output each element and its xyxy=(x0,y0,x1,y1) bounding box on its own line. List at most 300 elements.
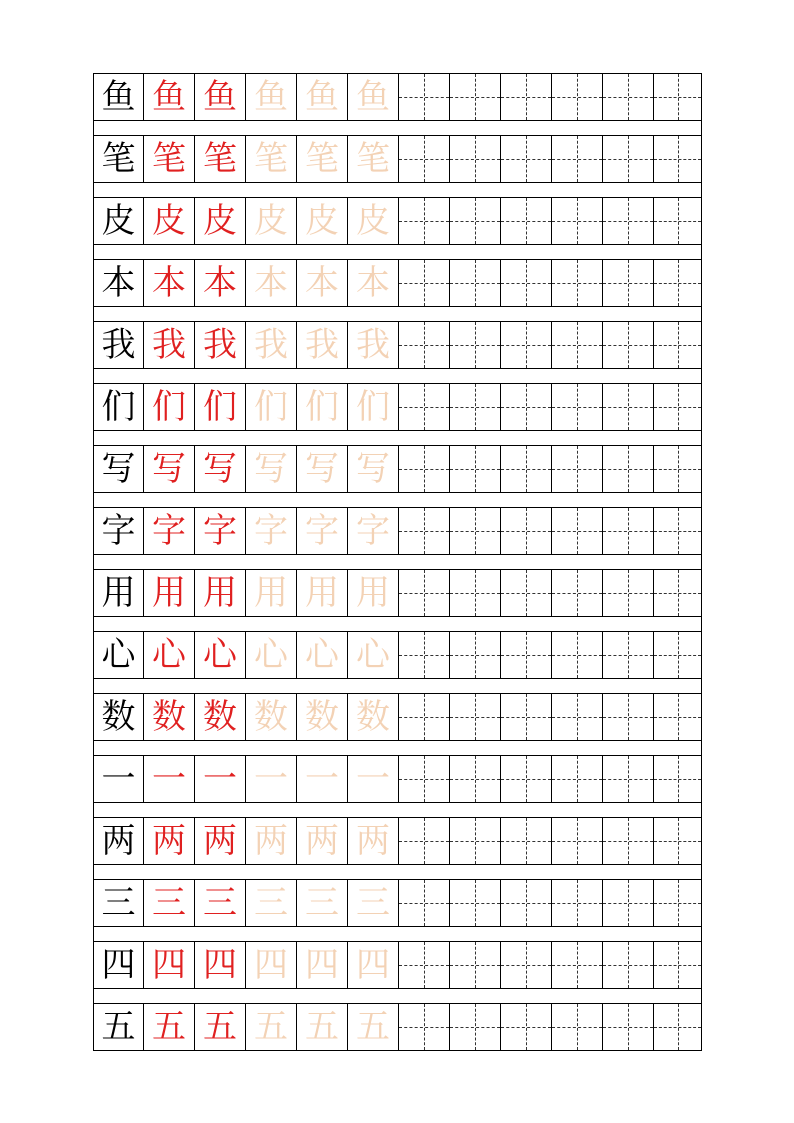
tracing-character-cell xyxy=(296,73,347,121)
empty-writing-cell[interactable] xyxy=(398,321,449,369)
red-character: 我 xyxy=(203,325,237,365)
horizontal-guide-line xyxy=(501,965,551,966)
empty-writing-cell[interactable] xyxy=(551,631,602,679)
tracing-character: 本 xyxy=(305,263,339,303)
practice-row xyxy=(93,259,702,307)
model-character-cell xyxy=(93,321,143,369)
empty-writing-cell[interactable] xyxy=(602,693,653,741)
horizontal-guide-line xyxy=(552,221,602,222)
horizontal-guide-line xyxy=(603,965,653,966)
empty-writing-cell[interactable] xyxy=(449,879,500,927)
empty-writing-cell[interactable] xyxy=(653,507,702,555)
tracing-character-cell xyxy=(245,879,296,927)
tracing-character-cell xyxy=(347,693,398,741)
empty-writing-cell[interactable] xyxy=(551,817,602,865)
empty-writing-cell[interactable] xyxy=(398,197,449,245)
horizontal-guide-line xyxy=(450,841,500,842)
horizontal-guide-line xyxy=(654,841,701,842)
tracing-character-cell xyxy=(347,879,398,927)
red-character-cell xyxy=(194,259,245,307)
horizontal-guide-line xyxy=(399,717,449,718)
tracing-character-cell xyxy=(296,693,347,741)
tracing-character-cell xyxy=(296,507,347,555)
row-gap xyxy=(93,245,702,259)
model-character: 鱼 xyxy=(101,77,136,117)
tracing-character: 皮 xyxy=(254,201,288,241)
model-character-cell xyxy=(93,755,143,803)
tracing-character: 用 xyxy=(356,573,390,613)
horizontal-guide-line xyxy=(603,345,653,346)
empty-writing-cell[interactable] xyxy=(398,445,449,493)
tracing-character-cell xyxy=(296,321,347,369)
empty-writing-cell[interactable] xyxy=(500,321,551,369)
tracing-character: 两 xyxy=(254,821,288,861)
red-character-cell xyxy=(143,1003,194,1051)
empty-writing-cell[interactable] xyxy=(602,941,653,989)
tracing-character: 三 xyxy=(254,883,288,923)
empty-writing-cell[interactable] xyxy=(449,631,500,679)
tracing-character: 四 xyxy=(254,945,288,985)
empty-writing-cell[interactable] xyxy=(398,1003,449,1051)
horizontal-guide-line xyxy=(501,469,551,470)
red-character-cell xyxy=(194,507,245,555)
horizontal-guide-line xyxy=(654,345,701,346)
tracing-character: 三 xyxy=(356,883,390,923)
tracing-character-cell xyxy=(296,445,347,493)
horizontal-guide-line xyxy=(450,593,500,594)
empty-writing-cell[interactable] xyxy=(449,321,500,369)
empty-writing-cell[interactable] xyxy=(449,135,500,183)
empty-writing-cell[interactable] xyxy=(602,197,653,245)
tracing-character-cell xyxy=(245,507,296,555)
row-gap xyxy=(93,865,702,879)
horizontal-guide-line xyxy=(552,97,602,98)
empty-writing-cell[interactable] xyxy=(653,941,702,989)
tracing-character: 字 xyxy=(305,511,339,551)
tracing-character: 五 xyxy=(356,1007,390,1047)
tracing-character-cell xyxy=(245,73,296,121)
horizontal-guide-line xyxy=(654,531,701,532)
tracing-character: 我 xyxy=(305,325,339,365)
empty-writing-cell[interactable] xyxy=(551,1003,602,1051)
tracing-character-cell xyxy=(347,507,398,555)
tracing-character-cell xyxy=(245,817,296,865)
horizontal-guide-line xyxy=(501,779,551,780)
practice-row xyxy=(93,631,702,679)
tracing-character: 三 xyxy=(305,883,339,923)
empty-writing-cell[interactable] xyxy=(398,383,449,431)
practice-grid xyxy=(93,73,702,1051)
horizontal-guide-line xyxy=(501,655,551,656)
empty-writing-cell[interactable] xyxy=(500,569,551,617)
model-character: 一 xyxy=(101,759,136,799)
empty-writing-cell[interactable] xyxy=(653,445,702,493)
horizontal-guide-line xyxy=(450,965,500,966)
empty-writing-cell[interactable] xyxy=(653,1003,702,1051)
practice-row xyxy=(93,755,702,803)
empty-writing-cell[interactable] xyxy=(398,73,449,121)
practice-row xyxy=(93,879,702,927)
horizontal-guide-line xyxy=(552,469,602,470)
empty-writing-cell[interactable] xyxy=(551,507,602,555)
horizontal-guide-line xyxy=(552,593,602,594)
tracing-character-cell xyxy=(296,631,347,679)
model-character-cell xyxy=(93,941,143,989)
empty-writing-cell[interactable] xyxy=(398,693,449,741)
empty-writing-cell[interactable] xyxy=(551,321,602,369)
tracing-character: 五 xyxy=(254,1007,288,1047)
tracing-character-cell xyxy=(245,197,296,245)
horizontal-guide-line xyxy=(552,531,602,532)
empty-writing-cell[interactable] xyxy=(551,693,602,741)
red-character: 四 xyxy=(152,945,186,985)
empty-writing-cell[interactable] xyxy=(500,817,551,865)
red-character-cell xyxy=(194,321,245,369)
empty-writing-cell[interactable] xyxy=(500,941,551,989)
red-character-cell xyxy=(143,631,194,679)
empty-writing-cell[interactable] xyxy=(398,135,449,183)
tracing-character-cell xyxy=(245,693,296,741)
empty-writing-cell[interactable] xyxy=(500,445,551,493)
empty-writing-cell[interactable] xyxy=(500,383,551,431)
empty-writing-cell[interactable] xyxy=(500,73,551,121)
horizontal-guide-line xyxy=(450,221,500,222)
model-character-cell xyxy=(93,817,143,865)
model-character-cell xyxy=(93,507,143,555)
empty-writing-cell[interactable] xyxy=(551,135,602,183)
practice-row xyxy=(93,941,702,989)
empty-writing-cell[interactable] xyxy=(449,259,500,307)
tracing-character-cell xyxy=(296,1003,347,1051)
tracing-character-cell xyxy=(347,569,398,617)
tracing-character: 写 xyxy=(356,449,390,489)
horizontal-guide-line xyxy=(399,283,449,284)
empty-writing-cell[interactable] xyxy=(602,135,653,183)
red-character: 心 xyxy=(203,635,237,675)
tracing-character-cell xyxy=(245,941,296,989)
empty-writing-cell[interactable] xyxy=(449,197,500,245)
model-character: 数 xyxy=(101,697,136,737)
empty-writing-cell[interactable] xyxy=(653,879,702,927)
tracing-character: 一 xyxy=(305,759,339,799)
horizontal-guide-line xyxy=(603,593,653,594)
empty-writing-cell[interactable] xyxy=(602,569,653,617)
tracing-character-cell xyxy=(245,383,296,431)
horizontal-guide-line xyxy=(501,283,551,284)
horizontal-guide-line xyxy=(552,407,602,408)
horizontal-guide-line xyxy=(501,1027,551,1028)
tracing-character-cell xyxy=(245,445,296,493)
horizontal-guide-line xyxy=(450,903,500,904)
horizontal-guide-line xyxy=(501,159,551,160)
horizontal-guide-line xyxy=(450,159,500,160)
horizontal-guide-line xyxy=(654,469,701,470)
empty-writing-cell[interactable] xyxy=(449,383,500,431)
horizontal-guide-line xyxy=(603,283,653,284)
empty-writing-cell[interactable] xyxy=(449,445,500,493)
model-character-cell xyxy=(93,259,143,307)
empty-writing-cell[interactable] xyxy=(398,507,449,555)
horizontal-guide-line xyxy=(552,717,602,718)
empty-writing-cell[interactable] xyxy=(653,569,702,617)
red-character: 我 xyxy=(152,325,186,365)
red-character: 皮 xyxy=(152,201,186,241)
tracing-character: 本 xyxy=(356,263,390,303)
red-character: 皮 xyxy=(203,201,237,241)
horizontal-guide-line xyxy=(603,469,653,470)
empty-writing-cell[interactable] xyxy=(449,507,500,555)
horizontal-guide-line xyxy=(501,345,551,346)
horizontal-guide-line xyxy=(552,283,602,284)
row-gap xyxy=(93,493,702,507)
horizontal-guide-line xyxy=(450,1027,500,1028)
tracing-character-cell xyxy=(347,383,398,431)
tracing-character-cell xyxy=(347,197,398,245)
red-character: 五 xyxy=(152,1007,186,1047)
horizontal-guide-line xyxy=(501,97,551,98)
empty-writing-cell[interactable] xyxy=(398,259,449,307)
tracing-character: 一 xyxy=(356,759,390,799)
red-character: 一 xyxy=(152,759,186,799)
row-gap xyxy=(93,431,702,445)
tracing-character: 四 xyxy=(356,945,390,985)
empty-writing-cell[interactable] xyxy=(653,197,702,245)
empty-writing-cell[interactable] xyxy=(602,507,653,555)
horizontal-guide-line xyxy=(654,903,701,904)
empty-writing-cell[interactable] xyxy=(551,445,602,493)
empty-writing-cell[interactable] xyxy=(551,383,602,431)
row-gap xyxy=(93,617,702,631)
tracing-character: 本 xyxy=(254,263,288,303)
red-character: 本 xyxy=(203,263,237,303)
empty-writing-cell[interactable] xyxy=(500,1003,551,1051)
tracing-character: 数 xyxy=(356,697,390,737)
empty-writing-cell[interactable] xyxy=(653,631,702,679)
horizontal-guide-line xyxy=(399,779,449,780)
empty-writing-cell[interactable] xyxy=(551,755,602,803)
empty-writing-cell[interactable] xyxy=(602,879,653,927)
horizontal-guide-line xyxy=(654,655,701,656)
empty-writing-cell[interactable] xyxy=(551,197,602,245)
red-character-cell xyxy=(143,755,194,803)
red-character-cell xyxy=(194,569,245,617)
tracing-character: 字 xyxy=(254,511,288,551)
empty-writing-cell[interactable] xyxy=(500,507,551,555)
horizontal-guide-line xyxy=(501,221,551,222)
tracing-character: 一 xyxy=(254,759,288,799)
empty-writing-cell[interactable] xyxy=(500,693,551,741)
tracing-character-cell xyxy=(245,321,296,369)
empty-writing-cell[interactable] xyxy=(653,817,702,865)
red-character: 一 xyxy=(203,759,237,799)
empty-writing-cell[interactable] xyxy=(398,755,449,803)
red-character: 们 xyxy=(203,387,237,427)
empty-writing-cell[interactable] xyxy=(653,73,702,121)
model-character-cell xyxy=(93,197,143,245)
red-character-cell xyxy=(194,197,245,245)
model-character-cell xyxy=(93,569,143,617)
tracing-character: 笔 xyxy=(254,139,288,179)
practice-row xyxy=(93,1003,702,1051)
empty-writing-cell[interactable] xyxy=(602,321,653,369)
red-character-cell xyxy=(143,321,194,369)
red-character-cell xyxy=(143,73,194,121)
empty-writing-cell[interactable] xyxy=(602,817,653,865)
row-gap xyxy=(93,741,702,755)
tracing-character: 笔 xyxy=(356,139,390,179)
empty-writing-cell[interactable] xyxy=(602,383,653,431)
tracing-character: 们 xyxy=(254,387,288,427)
empty-writing-cell[interactable] xyxy=(653,135,702,183)
horizontal-guide-line xyxy=(399,159,449,160)
row-gap xyxy=(93,369,702,383)
tracing-character: 们 xyxy=(305,387,339,427)
empty-writing-cell[interactable] xyxy=(449,817,500,865)
horizontal-guide-line xyxy=(603,159,653,160)
empty-writing-cell[interactable] xyxy=(602,73,653,121)
horizontal-guide-line xyxy=(654,159,701,160)
empty-writing-cell[interactable] xyxy=(449,569,500,617)
horizontal-guide-line xyxy=(654,965,701,966)
empty-writing-cell[interactable] xyxy=(398,631,449,679)
red-character: 四 xyxy=(203,945,237,985)
tracing-character: 字 xyxy=(356,511,390,551)
red-character-cell xyxy=(194,383,245,431)
empty-writing-cell[interactable] xyxy=(449,755,500,803)
empty-writing-cell[interactable] xyxy=(602,1003,653,1051)
practice-row xyxy=(93,383,702,431)
horizontal-guide-line xyxy=(399,531,449,532)
empty-writing-cell[interactable] xyxy=(602,755,653,803)
model-character: 四 xyxy=(101,945,136,985)
empty-writing-cell[interactable] xyxy=(500,631,551,679)
red-character-cell xyxy=(194,755,245,803)
empty-writing-cell[interactable] xyxy=(500,755,551,803)
tracing-character-cell xyxy=(347,755,398,803)
tracing-character-cell xyxy=(296,383,347,431)
empty-writing-cell[interactable] xyxy=(551,569,602,617)
tracing-character-cell xyxy=(245,631,296,679)
empty-writing-cell[interactable] xyxy=(398,569,449,617)
empty-writing-cell[interactable] xyxy=(398,941,449,989)
red-character-cell xyxy=(143,817,194,865)
empty-writing-cell[interactable] xyxy=(500,879,551,927)
tracing-character: 数 xyxy=(254,697,288,737)
empty-writing-cell[interactable] xyxy=(449,693,500,741)
empty-writing-cell[interactable] xyxy=(551,879,602,927)
horizontal-guide-line xyxy=(603,221,653,222)
empty-writing-cell[interactable] xyxy=(602,259,653,307)
tracing-character-cell xyxy=(347,73,398,121)
tracing-character-cell xyxy=(347,135,398,183)
tracing-character-cell xyxy=(245,135,296,183)
empty-writing-cell[interactable] xyxy=(653,321,702,369)
tracing-character: 我 xyxy=(356,325,390,365)
tracing-character: 四 xyxy=(305,945,339,985)
practice-row xyxy=(93,569,702,617)
tracing-character: 写 xyxy=(305,449,339,489)
empty-writing-cell[interactable] xyxy=(449,941,500,989)
red-character-cell xyxy=(194,817,245,865)
empty-writing-cell[interactable] xyxy=(449,73,500,121)
tracing-character-cell xyxy=(347,321,398,369)
horizontal-guide-line xyxy=(552,903,602,904)
horizontal-guide-line xyxy=(399,469,449,470)
horizontal-guide-line xyxy=(654,593,701,594)
red-character: 鱼 xyxy=(152,77,186,117)
empty-writing-cell[interactable] xyxy=(500,135,551,183)
horizontal-guide-line xyxy=(552,159,602,160)
empty-writing-cell[interactable] xyxy=(551,941,602,989)
empty-writing-cell[interactable] xyxy=(653,693,702,741)
tracing-character-cell xyxy=(347,941,398,989)
horizontal-guide-line xyxy=(603,655,653,656)
red-character-cell xyxy=(194,1003,245,1051)
empty-writing-cell[interactable] xyxy=(602,445,653,493)
tracing-character: 两 xyxy=(356,821,390,861)
model-character: 笔 xyxy=(101,139,136,179)
horizontal-guide-line xyxy=(654,1027,701,1028)
row-gap xyxy=(93,927,702,941)
empty-writing-cell[interactable] xyxy=(653,259,702,307)
tracing-character-cell xyxy=(245,569,296,617)
empty-writing-cell[interactable] xyxy=(653,755,702,803)
model-character: 两 xyxy=(101,821,136,861)
empty-writing-cell[interactable] xyxy=(449,1003,500,1051)
tracing-character: 们 xyxy=(356,387,390,427)
red-character: 笔 xyxy=(203,139,237,179)
horizontal-guide-line xyxy=(552,1027,602,1028)
empty-writing-cell[interactable] xyxy=(653,383,702,431)
horizontal-guide-line xyxy=(450,779,500,780)
model-character: 我 xyxy=(101,325,136,365)
horizontal-guide-line xyxy=(450,97,500,98)
horizontal-guide-line xyxy=(450,407,500,408)
empty-writing-cell[interactable] xyxy=(398,879,449,927)
empty-writing-cell[interactable] xyxy=(551,259,602,307)
tracing-character-cell xyxy=(296,879,347,927)
tracing-character: 心 xyxy=(356,635,390,675)
horizontal-guide-line xyxy=(654,221,701,222)
model-character-cell xyxy=(93,383,143,431)
red-character-cell xyxy=(143,259,194,307)
model-character-cell xyxy=(93,631,143,679)
red-character: 写 xyxy=(152,449,186,489)
red-character-cell xyxy=(194,631,245,679)
red-character-cell xyxy=(143,445,194,493)
empty-writing-cell[interactable] xyxy=(398,817,449,865)
tracing-character-cell xyxy=(296,817,347,865)
empty-writing-cell[interactable] xyxy=(500,259,551,307)
red-character: 两 xyxy=(203,821,237,861)
tracing-character-cell xyxy=(347,817,398,865)
tracing-character-cell xyxy=(245,259,296,307)
tracing-character-cell xyxy=(347,445,398,493)
red-character: 笔 xyxy=(152,139,186,179)
empty-writing-cell[interactable] xyxy=(602,631,653,679)
model-character: 用 xyxy=(101,573,136,613)
empty-writing-cell[interactable] xyxy=(551,73,602,121)
horizontal-guide-line xyxy=(399,655,449,656)
model-character-cell xyxy=(93,135,143,183)
tracing-character-cell xyxy=(245,1003,296,1051)
red-character-cell xyxy=(143,941,194,989)
red-character: 心 xyxy=(152,635,186,675)
row-gap xyxy=(93,121,702,135)
practice-row xyxy=(93,197,702,245)
horizontal-guide-line xyxy=(603,97,653,98)
empty-writing-cell[interactable] xyxy=(500,197,551,245)
